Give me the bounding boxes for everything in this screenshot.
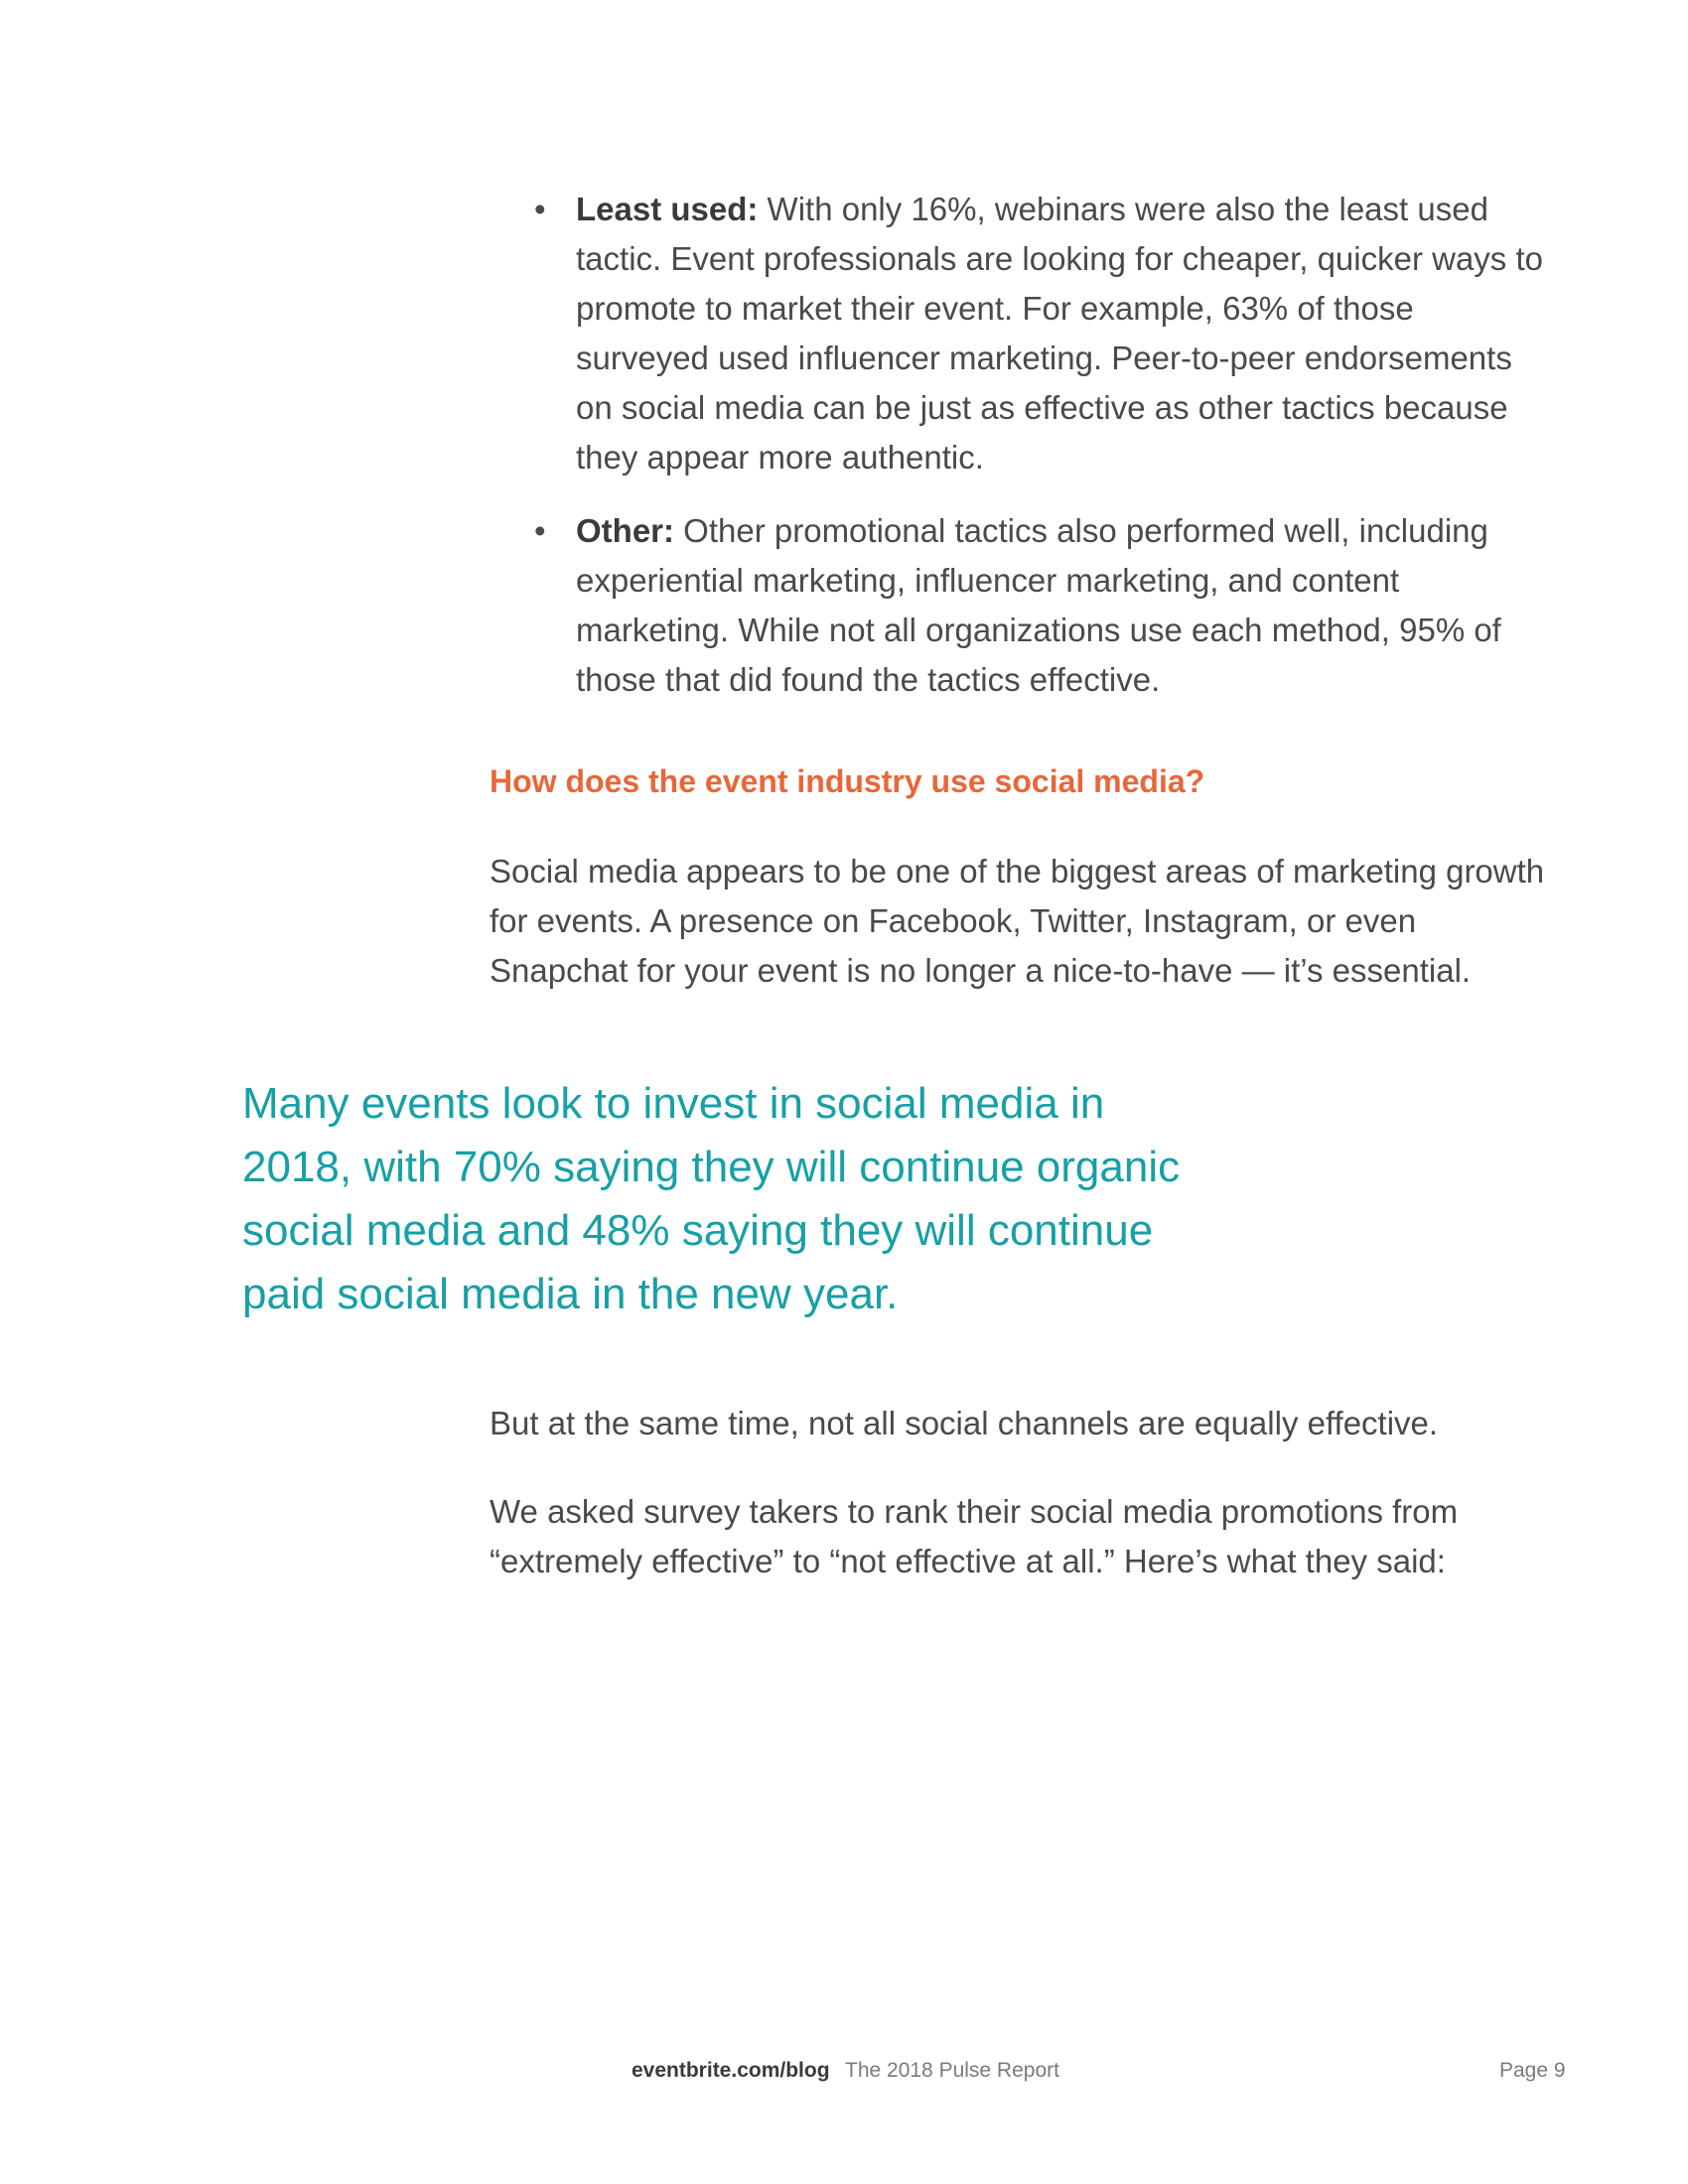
section-heading: How does the event industry use social media? — [490, 763, 1205, 799]
bullet-text-least-used: With only 16%, webinars were also the least used tactic. Event professionals are looking for cheaper, quicker ways to promote to market their event. For example, 63% of those surveyed used influencer marketing. Peer-to-peer endorsements on social media can be just as effective as other tactics because they appear more authentic. — [576, 191, 1543, 476]
bullet-other — [534, 506, 1547, 705]
footer-page-number: Page 9 — [1499, 2059, 1566, 2082]
footer-site-link[interactable]: eventbrite.com/blog — [632, 2059, 830, 2082]
bullet-term-least-used: Least used: — [576, 191, 759, 227]
paragraph-survey-asked: We asked survey takers to rank their social media promotions from “extremely effective” to “not effective at all.” Here’s what they said: — [490, 1493, 1459, 1579]
bullet-list — [534, 185, 1547, 729]
bullet-text-other: Other promotional tactics also performed well, including experiential marketing, influencer marketing, and content marketing. While not all organizations use each method, 95% of those that did found the tactics effective. — [576, 512, 1501, 698]
paragraph-same-time: But at the same time, not all social channels are equally effective. — [490, 1405, 1439, 1441]
footer-report-title: The 2018 Pulse Report — [845, 2059, 1059, 2082]
page-footer — [0, 2055, 1688, 2087]
bullet-dot: • — [534, 512, 546, 549]
pull-quote: Many events look to invest in social media in 2018, with 70% saying they will continue organic social media and 48% saying they will continue paid social media in the new year. — [242, 1079, 1181, 1318]
bullet-term-other: Other: — [576, 512, 674, 549]
bullet-least-used — [534, 185, 1547, 482]
bullet-dot: • — [534, 191, 546, 227]
paragraph-social-media: Social media appears to be one of the biggest areas of marketing growth for events. A presence on Facebook, Twitter, Instagram, or even Snapchat for your event is no longer a nice-to-have — it’s essential. — [490, 853, 1545, 989]
